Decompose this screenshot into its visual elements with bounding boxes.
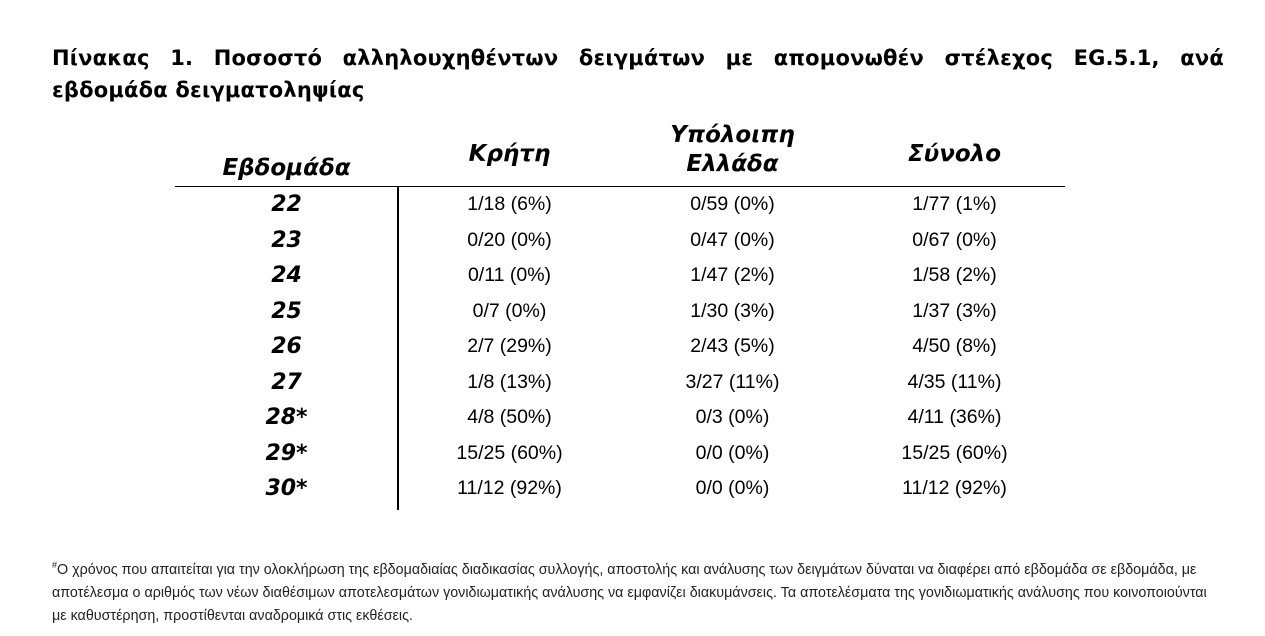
table-title: Πίνακας 1. Ποσοστό αλληλουχηθέντων δειγμάτων με απομονωθέν στέλεχος EG.5.1, ανά εβδομάδα δειγματοληψίας <box>52 46 1224 102</box>
cell-week: 30* <box>265 476 308 502</box>
cell-rest-of-greece: 0/0 (0%) <box>695 441 770 464</box>
table-row <box>175 400 1065 436</box>
cell-rest-of-greece: 0/47 (0%) <box>690 228 775 251</box>
cell-rest-of-greece: 3/27 (11%) <box>685 370 780 393</box>
table-row <box>175 365 1065 401</box>
cell-week: 25 <box>271 298 302 324</box>
header-crete: Κρήτη <box>468 141 551 167</box>
table-header <box>175 118 1065 187</box>
cell-crete: 15/25 (60%) <box>456 441 563 464</box>
cell-crete: 4/8 (50%) <box>467 406 552 429</box>
cell-rest-of-greece: 1/47 (2%) <box>690 264 775 287</box>
cell-total: 15/25 (60%) <box>901 441 1008 464</box>
cell-week: 26 <box>271 334 302 360</box>
cell-crete: 11/12 (92%) <box>457 477 562 500</box>
cell-rest-of-greece: 0/59 (0%) <box>690 193 775 216</box>
cell-week: 27 <box>271 369 302 395</box>
cell-total: 11/12 (92%) <box>902 477 1007 500</box>
cell-crete: 1/18 (6%) <box>467 193 552 216</box>
table-row <box>175 258 1065 294</box>
table-row <box>175 187 1065 223</box>
table-row <box>175 436 1065 472</box>
cell-total: 1/58 (2%) <box>912 264 997 287</box>
cell-rest-of-greece: 0/3 (0%) <box>695 406 770 429</box>
cell-total: 4/50 (8%) <box>912 335 997 358</box>
table-row <box>175 329 1065 365</box>
cell-rest-of-greece: 0/0 (0%) <box>695 477 770 500</box>
cell-rest-of-greece: 2/43 (5%) <box>690 335 775 358</box>
cell-total: 0/67 (0%) <box>912 228 997 251</box>
header-total: Σύνολο <box>907 141 1002 167</box>
cell-crete: 0/7 (0%) <box>472 299 547 322</box>
header-week: Εβδομάδα <box>222 155 351 181</box>
cell-week: 24 <box>271 263 302 289</box>
cell-total: 4/11 (36%) <box>907 406 1002 429</box>
cell-crete: 0/20 (0%) <box>467 228 552 251</box>
data-table <box>175 118 1065 507</box>
footnote-marker: # <box>52 560 58 570</box>
table-row <box>175 223 1065 259</box>
cell-week: 29* <box>265 440 308 466</box>
cell-total: 1/37 (3%) <box>912 299 997 322</box>
table-row <box>175 294 1065 330</box>
cell-week: 22 <box>271 192 302 218</box>
cell-crete: 1/8 (13%) <box>467 370 552 393</box>
cell-crete: 0/11 (0%) <box>467 264 552 287</box>
cell-total: 4/35 (11%) <box>907 370 1002 393</box>
cell-rest-of-greece: 1/30 (3%) <box>690 299 775 322</box>
cell-crete: 2/7 (29%) <box>467 335 552 358</box>
table-row <box>175 471 1065 507</box>
header-rest-of-greece <box>621 121 844 179</box>
table-body <box>175 187 1065 507</box>
footnote-text: Ο χρόνος που απαιτείται για την ολοκλήρωση της εβδομαδιαίας διαδικασίας συλλογής, αποστολής και ανάλυσης των δειγμάτων δύναται να διαφέρει από εβδομάδα σε εβδομάδα, με αποτέλεσμα ο αριθμός των νέων διαθέσιμων αποτελεσμάτων γονιδιωματικής ανάλυσης να εμφανίζει διακυμάνσεις. Τα αποτελέσματα της γονιδιωματικής ανάλυσης που κοινοποιούνται με καθυστέρηση, προστίθενται αναδρομικά στις εκθέσεις. <box>52 562 1207 624</box>
header-rest-line1: Υπόλοιπη <box>670 122 795 148</box>
cell-week: 23 <box>271 227 302 253</box>
footnote <box>52 554 1222 628</box>
cell-week: 28* <box>265 405 308 431</box>
cell-total: 1/77 (1%) <box>912 193 997 216</box>
column-divider <box>397 187 399 510</box>
header-rest-line2: Ελλάδα <box>686 151 779 177</box>
